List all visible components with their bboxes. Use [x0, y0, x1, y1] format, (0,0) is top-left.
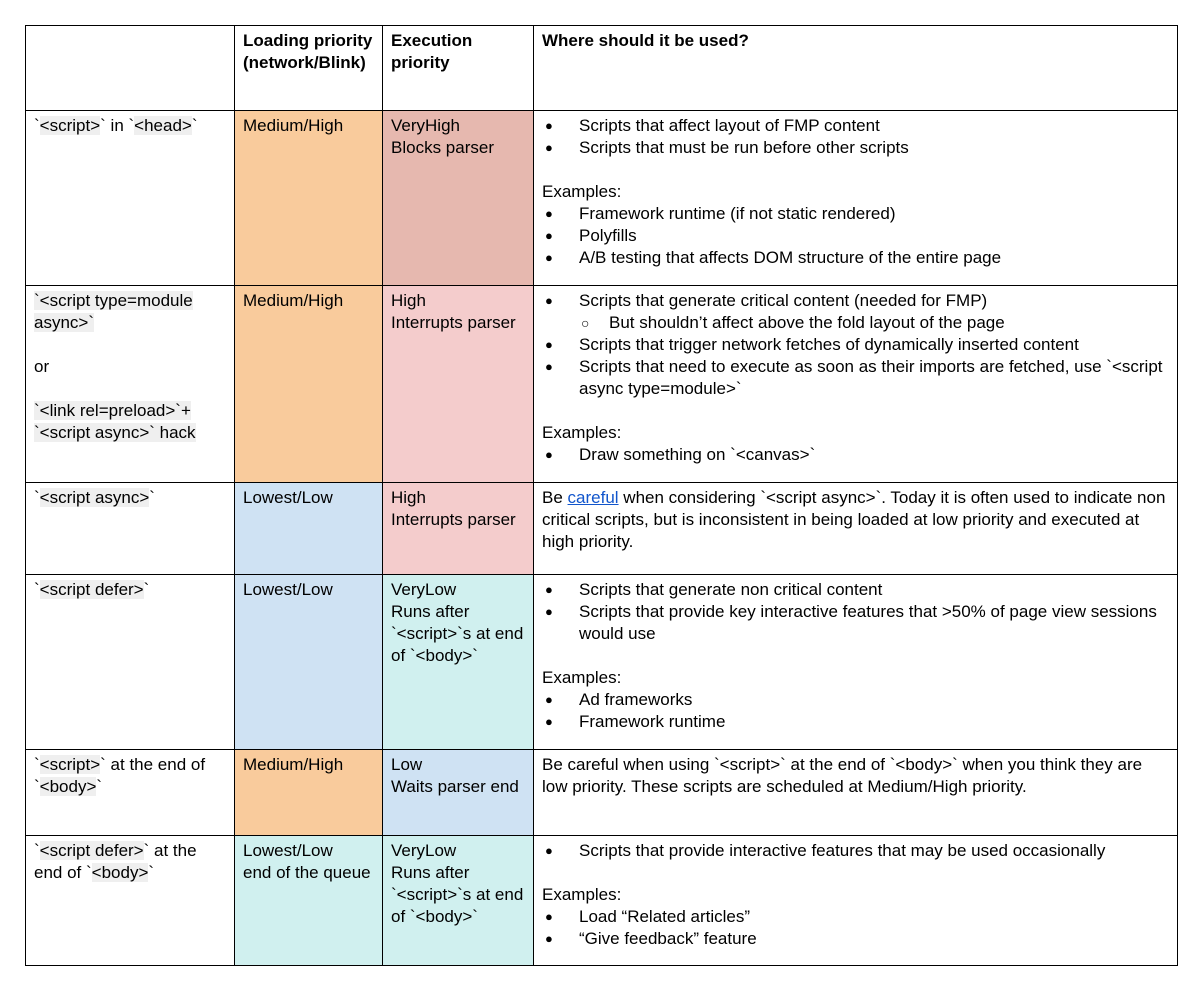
list-item: ● Polyfills [542, 225, 1169, 247]
list-item: ● Scripts that provide interactive features that may be used occasionally [542, 840, 1169, 862]
usage-cell: `<script defer>` at the end of `<body>` [26, 836, 235, 966]
list-item: ● “Give feedback” feature [542, 928, 1169, 950]
where-cell: Be careful when considering `<script async>`. Today it is often used to indicate non critical scripts, but is inconsistent in being loaded at low priority and executed at high priority. [534, 483, 1178, 575]
list-item: ● Framework runtime [542, 711, 1169, 733]
loading-priority-cell: Medium/High [235, 111, 383, 286]
list-item: ● Ad frameworks [542, 689, 1169, 711]
bullet-list [542, 290, 1169, 400]
execution-priority-cell: VeryHigh Blocks parser [383, 111, 534, 286]
usage-cell: `<script>` at the end of `<body>` [26, 750, 235, 836]
list-item: ● Draw something on `<canvas>` [542, 444, 1169, 466]
usage-cell: `<script async>` [26, 483, 235, 575]
careful-link[interactable]: careful [567, 488, 619, 507]
code-snippet: <script defer> [39, 580, 144, 599]
usage-cell: `<script defer>` [26, 575, 235, 750]
loading-priority-cell: Medium/High [235, 286, 383, 483]
table-row [26, 750, 1178, 836]
usage-cell [26, 286, 235, 483]
execution-priority-cell: Low Waits parser end [383, 750, 534, 836]
sub-bullet-list [579, 312, 1169, 334]
examples-list [542, 689, 1169, 733]
header-usage [26, 26, 235, 111]
code-snippet: <body> [39, 777, 97, 796]
code-snippet: <script> [39, 755, 101, 774]
loading-priority-cell: Medium/High [235, 750, 383, 836]
header-where-used: Where should it be used? [534, 26, 1178, 111]
code-snippet: <body> [91, 863, 149, 882]
table-row [26, 111, 1178, 286]
header-execution-priority: Execution priority [383, 26, 534, 111]
table-row [26, 483, 1178, 575]
examples-list [542, 444, 1169, 466]
list-item: ● Scripts that provide key interactive features that >50% of page view sessions would use [542, 601, 1169, 645]
table-row [26, 836, 1178, 966]
list-item: ● Scripts that must be run before other scripts [542, 137, 1169, 159]
usage-or: or [34, 357, 50, 376]
header-loading-priority: Loading priority (network/Blink) [235, 26, 383, 111]
examples-label: Examples: [542, 182, 622, 201]
code-snippet: <head> [134, 116, 192, 135]
list-item: ● Scripts that trigger network fetches of dynamically inserted content [542, 334, 1169, 356]
header-row [26, 26, 1178, 111]
loading-priority-cell: Lowest/Low end of the queue [235, 836, 383, 966]
code-snippet: `<script type=module async>` [34, 291, 193, 332]
list-item: ● Scripts that generate critical content (needed for FMP) ○ But shouldn’t affect above the fold layout of the page [542, 290, 1169, 334]
list-item: ○ But shouldn’t affect above the fold layout of the page [579, 312, 1169, 334]
table-row [26, 575, 1178, 750]
execution-priority-cell: High Interrupts parser [383, 483, 534, 575]
list-item: ● Scripts that need to execute as soon as their imports are fetched, use `<script async type=module>` [542, 356, 1169, 400]
list-item: ● Scripts that affect layout of FMP content [542, 115, 1169, 137]
table-row [26, 286, 1178, 483]
script-priority-table [25, 25, 1178, 966]
where-cell: Be careful when using `<script>` at the end of `<body>` when you think they are low priority. These scripts are scheduled at Medium/High priority. [534, 750, 1178, 836]
execution-priority-cell: VeryLow Runs after `<script>`s at end of `<body>` [383, 836, 534, 966]
list-item: ● Load “Related articles” [542, 906, 1169, 928]
bullet-list [542, 115, 1169, 159]
where-cell [534, 111, 1178, 286]
where-cell [534, 575, 1178, 750]
where-cell [534, 286, 1178, 483]
examples-label: Examples: [542, 423, 622, 442]
list-item: ● Framework runtime (if not static rendered) [542, 203, 1169, 225]
code-snippet: `<link rel=preload>`+ `<script async>` hack [34, 401, 196, 442]
loading-priority-cell: Lowest/Low [235, 483, 383, 575]
usage-cell: `<script>` in `<head>` [26, 111, 235, 286]
code-snippet: <script async> [39, 488, 150, 507]
bullet-list [542, 579, 1169, 645]
where-cell [534, 836, 1178, 966]
execution-priority-cell: VeryLow Runs after `<script>`s at end of `<body>` [383, 575, 534, 750]
execution-priority-cell: High Interrupts parser [383, 286, 534, 483]
bullet-list [542, 840, 1169, 862]
examples-list [542, 906, 1169, 950]
examples-label: Examples: [542, 885, 622, 904]
loading-priority-cell: Lowest/Low [235, 575, 383, 750]
list-item: ● Scripts that generate non critical content [542, 579, 1169, 601]
examples-list [542, 203, 1169, 269]
code-snippet: <script> [39, 116, 101, 135]
list-item: ● A/B testing that affects DOM structure of the entire page [542, 247, 1169, 269]
code-snippet: <script defer> [39, 841, 144, 860]
examples-label: Examples: [542, 668, 622, 687]
